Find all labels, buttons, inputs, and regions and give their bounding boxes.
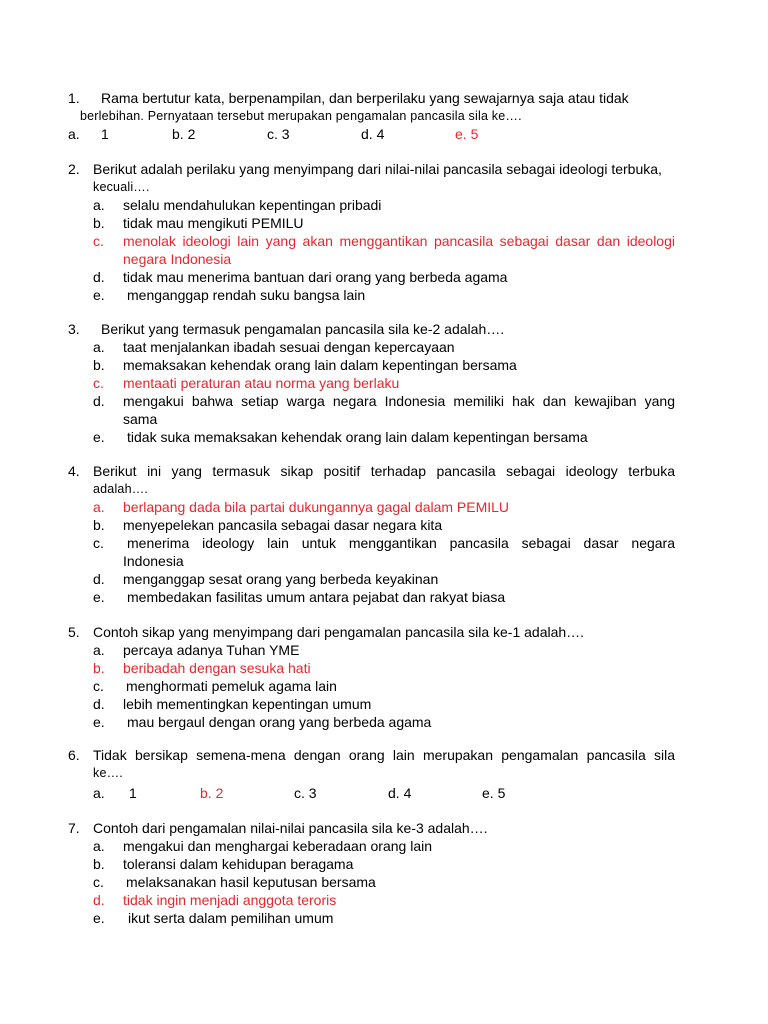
option-letter: d.: [93, 269, 105, 285]
option-a: 1: [101, 126, 109, 142]
option-d: [93, 570, 675, 588]
option-b: b. 2: [172, 126, 196, 142]
option-letter: e.: [93, 429, 105, 445]
option-text-cont: negara Indonesia: [123, 251, 232, 267]
option-c: c. 3: [294, 785, 317, 801]
option-c: c. 3: [267, 126, 290, 142]
option-letter: e.: [93, 287, 105, 303]
option-b: [93, 516, 675, 534]
question-text-cont: berlebihan. Pernyataan tersebut merupakan pengamalan pancasila sila ke….: [80, 109, 522, 123]
option-letter: a.: [93, 838, 105, 854]
option-letter: b.: [93, 517, 105, 533]
option-b: [93, 356, 675, 374]
question-text: Berikut ini yang termasuk sikap positif terhadap pancasila sebagai ideology terbuka: [93, 463, 675, 479]
option-letter: b.: [93, 660, 105, 676]
option-text: beribadah dengan sesuka hati: [123, 660, 311, 676]
option-letter: c.: [93, 535, 104, 551]
option-text: mengakui dan menghargai keberadaan orang lain: [123, 838, 432, 854]
option-text: menganggap rendah suku bangsa lain: [127, 287, 366, 303]
option-text: menghormati pemeluk agama lain: [126, 678, 337, 694]
question-text: Contoh dari pengamalan nilai-nilai pancasila sila ke-3 adalah….: [93, 820, 488, 836]
option-text: menerima ideology lain untuk menggantikan pancasila sebagai dasar negara: [127, 535, 675, 551]
option-text-cont: sama: [123, 411, 158, 427]
option-letter: c.: [93, 874, 104, 890]
option-b-answer: [93, 659, 675, 677]
question-2: [68, 160, 675, 304]
option-text: memaksakan kehendak orang lain dalam kepentingan bersama: [123, 357, 517, 373]
option-letter: c.: [93, 678, 104, 694]
option-text: tidak suka memaksakan kehendak orang lain dalam kepentingan bersama: [127, 429, 588, 445]
option-d: [93, 268, 675, 286]
option-e-answer: e. 5: [455, 126, 479, 142]
option-c: [93, 873, 675, 891]
option-b-answer: b. 2: [200, 785, 224, 801]
option-letter: b.: [93, 357, 105, 373]
option-text: tidak ingin menjadi anggota teroris: [123, 892, 337, 908]
option-text-cont: Indonesia: [123, 553, 184, 569]
question-5: [68, 623, 675, 731]
option-text: menolak ideologi lain yang akan menggantikan pancasila sebagai dasar dan ideologi: [123, 233, 675, 249]
option-a: [93, 338, 675, 356]
question-text-cont: adalah….: [93, 482, 149, 496]
question-number: 7.: [68, 820, 80, 836]
option-text: mentaati peraturan atau norma yang berlaku: [123, 375, 400, 391]
option-text: lebih mementingkan kepentingan umum: [123, 696, 372, 712]
option-letter: c.: [93, 233, 104, 249]
question-3: [68, 320, 675, 446]
option-letter: a.: [93, 642, 105, 658]
option-a: [93, 641, 675, 659]
option-text: tidak mau menerima bantuan dari orang yang berbeda agama: [123, 269, 508, 285]
option-text: mau bergaul dengan orang yang berbeda agama: [127, 714, 432, 730]
option-letter: a.: [93, 499, 105, 515]
option-letter: a.: [93, 197, 105, 213]
option-d-answer: [93, 891, 675, 909]
option-letter: d.: [93, 393, 105, 409]
option-text: menganggap sesat orang yang berbeda keyakinan: [123, 571, 439, 587]
option-letter: d.: [93, 696, 105, 712]
question-text: Rama bertutur kata, berpenampilan, dan berperilaku yang sewajarnya saja atau tidak: [101, 90, 629, 106]
question-7: [68, 819, 675, 927]
option-letter: a.: [93, 785, 105, 801]
option-text: mengakui bahwa setiap warga negara Indonesia memiliki hak dan kewajiban yang: [123, 393, 675, 409]
question-number: 4.: [68, 463, 80, 479]
option-text: selalu mendahulukan kepentingan pribadi: [123, 197, 382, 213]
option-letter: e.: [93, 910, 105, 926]
option-letter: a.: [68, 126, 80, 142]
option-letter: d.: [93, 892, 105, 908]
option-letter: b.: [93, 215, 105, 231]
question-number: 2.: [68, 161, 80, 177]
question-number: 1.: [68, 90, 80, 106]
question-1: [68, 89, 675, 125]
option-c: [93, 534, 675, 552]
option-d: d. 4: [361, 126, 385, 142]
question-number: 6.: [68, 747, 80, 763]
option-text: melaksanakan hasil keputusan bersama: [126, 874, 376, 890]
option-b: [93, 214, 675, 232]
option-d: [93, 392, 675, 410]
option-letter: e.: [93, 589, 105, 605]
option-a-answer: [93, 498, 675, 516]
option-e: [93, 428, 675, 446]
option-text: menyepelekan pancasila sebagai dasar negara kita: [123, 517, 443, 533]
option-a: [93, 837, 675, 855]
option-letter: c.: [93, 375, 104, 391]
option-e: [93, 713, 675, 731]
question-6: [68, 746, 675, 782]
option-e: [93, 588, 675, 606]
option-d: d. 4: [388, 785, 412, 801]
option-c-answer: [93, 374, 675, 392]
option-e: [93, 286, 675, 304]
question-text-cont: ke….: [93, 766, 123, 780]
option-e: e. 5: [482, 785, 506, 801]
option-text: toleransi dalam kehidupan beragama: [123, 856, 354, 872]
option-c-answer: [93, 232, 675, 250]
option-letter: e.: [93, 714, 105, 730]
option-a: 1: [129, 785, 137, 801]
option-c: [93, 677, 675, 695]
option-letter: b.: [93, 856, 105, 872]
question-text: Contoh sikap yang menyimpang dari pengamalan pancasila sila ke-1 adalah….: [93, 624, 585, 640]
question-number: 5.: [68, 624, 80, 640]
option-d: [93, 695, 675, 713]
question-text: Tidak bersikap semena-mena dengan orang lain merupakan pengamalan pancasila sila: [93, 747, 675, 763]
question-text-cont: kecuali….: [93, 180, 150, 194]
question-number: 3.: [68, 321, 80, 337]
option-text: ikut serta dalam pemilihan umum: [128, 910, 334, 926]
option-text: taat menjalankan ibadah sesuai dengan kepercayaan: [123, 339, 455, 355]
option-b: [93, 855, 675, 873]
question-4: [68, 462, 675, 606]
question-text: Berikut yang termasuk pengamalan pancasila sila ke-2 adalah….: [101, 321, 505, 337]
option-text: tidak mau mengikuti PEMILU: [123, 215, 304, 231]
option-a: [93, 196, 675, 214]
option-text: percaya adanya Tuhan YME: [123, 642, 300, 658]
option-letter: a.: [93, 339, 105, 355]
question-text: Berikut adalah perilaku yang menyimpang dari nilai-nilai pancasila sebagai ideologi terbuka,: [93, 161, 662, 177]
option-e: [93, 909, 675, 927]
option-text: berlapang dada bila partai dukungannya gagal dalam PEMILU: [123, 499, 510, 515]
option-text: membedakan fasilitas umum antara pejabat dan rakyat biasa: [127, 589, 506, 605]
option-letter: d.: [93, 571, 105, 587]
